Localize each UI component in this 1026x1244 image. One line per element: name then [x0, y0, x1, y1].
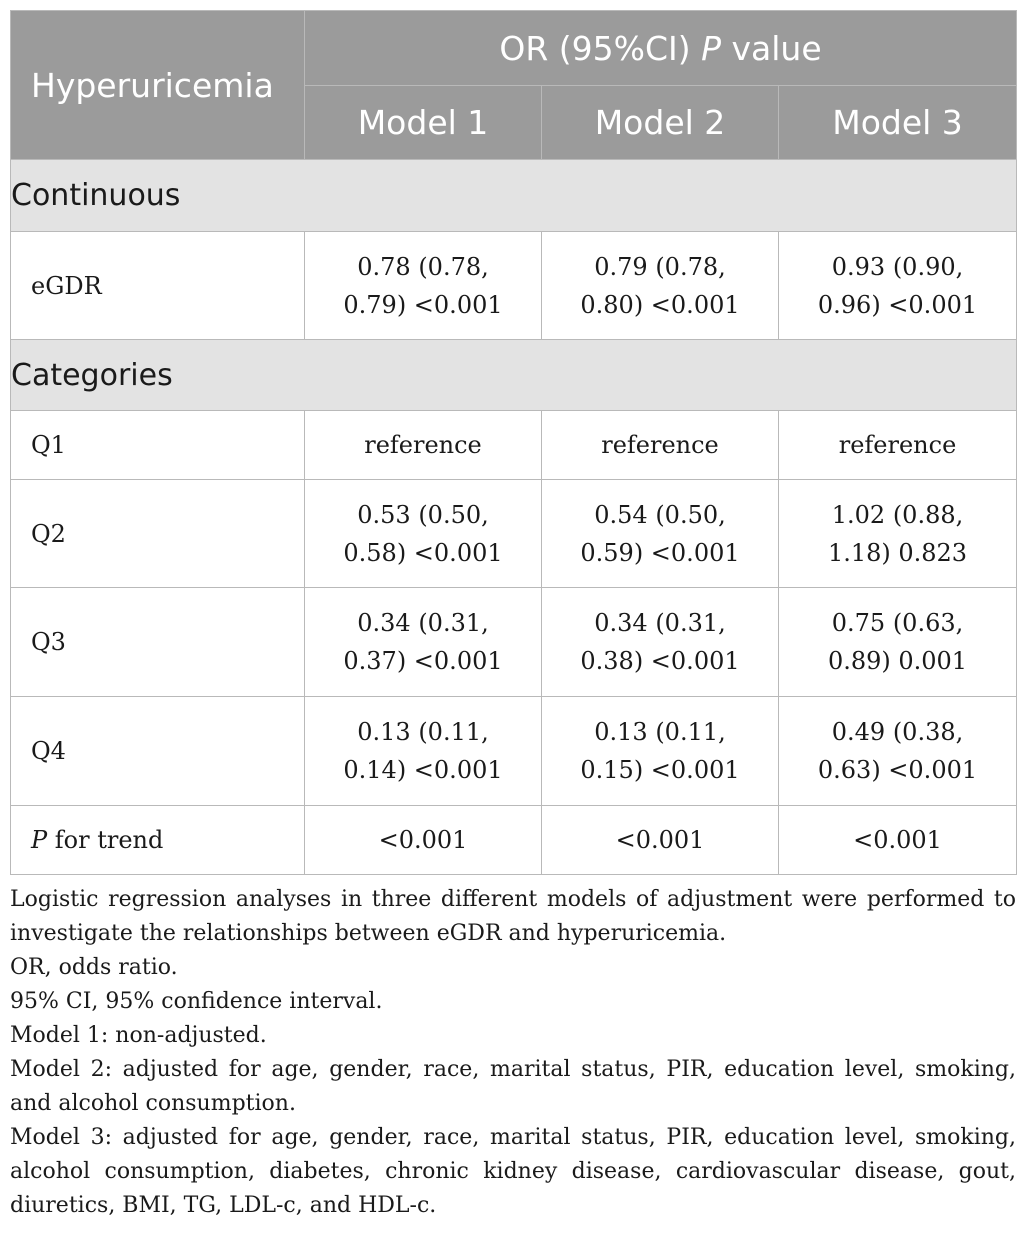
table-footnotes: [10, 883, 1016, 1223]
cell-line: 0.79) <0.001: [343, 290, 503, 319]
cell-line: 0.38) <0.001: [580, 647, 740, 675]
cell-q1-model-1: reference: [305, 411, 542, 480]
row-label-q3: Q3: [11, 588, 305, 697]
table-row-q1: [11, 411, 1017, 480]
cell-line: 1.18) 0.823: [827, 538, 968, 567]
cell-line: 0.34 (0.31,: [594, 609, 726, 637]
cell-q3-model-2: [542, 588, 779, 697]
footnote-ci: 95% CI, 95% confidence interval.: [10, 989, 383, 1014]
table-row-q3: [11, 588, 1017, 697]
cell-q4-model-3: [779, 697, 1017, 806]
cell-line: 0.96) <0.001: [817, 290, 978, 319]
cell-line: 0.89) 0.001: [827, 647, 968, 675]
row-label-q1: Q1: [11, 411, 305, 480]
cell-line: 0.63) <0.001: [817, 756, 978, 784]
cell-q3-model-1: [305, 588, 542, 697]
cell-line: 0.37) <0.001: [343, 647, 503, 675]
cell-q1-model-2: reference: [542, 411, 779, 480]
cell-line: 0.15) <0.001: [580, 756, 740, 784]
for-trend-text: for trend: [47, 826, 164, 854]
table-row-p-for-trend: [11, 806, 1017, 875]
row-label-p-for-trend: [11, 806, 305, 875]
footnote-model-3: Model 3: adjusted for age, gender, race, marital status, PIR, education level, smoking, alcohol consumption, diabetes, chronic kidney disease, cardiovascular disease, gout, diuretics, BMI, TG, LDL-c, and HDL-c.: [10, 1125, 1016, 1218]
footnote-or: OR, odds ratio.: [10, 955, 178, 980]
header-hyperuricemia: Hyperuricemia: [11, 11, 305, 160]
cell-q4-model-2: [542, 697, 779, 806]
cell-line: 0.34 (0.31,: [357, 609, 489, 637]
section-title-continuous: Continuous: [11, 160, 1017, 232]
section-row-categories: [11, 340, 1017, 411]
section-row-continuous: [11, 160, 1017, 232]
cell-q3-model-3: [779, 588, 1017, 697]
cell-egdr-model-1: [305, 232, 542, 340]
cell-trend-model-1: <0.001: [305, 806, 542, 875]
cell-q2-model-2: [542, 480, 779, 588]
header-or-ci-p-value: [305, 11, 1017, 86]
row-label-egdr: eGDR: [11, 232, 305, 340]
cell-line: 0.54 (0.50,: [594, 500, 726, 529]
cell-egdr-model-3: [779, 232, 1017, 340]
table-figure: [10, 10, 1016, 1223]
cell-trend-model-3: <0.001: [779, 806, 1017, 875]
header-model-1: Model 1: [305, 86, 542, 160]
footnote-model-1: Model 1: non-adjusted.: [10, 1023, 267, 1048]
cell-line: 0.93 (0.90,: [831, 252, 964, 281]
row-label-q4: Q4: [11, 697, 305, 806]
cell-line: 0.49 (0.38,: [831, 718, 964, 746]
cell-line: 0.53 (0.50,: [357, 500, 489, 529]
cell-egdr-model-2: [542, 232, 779, 340]
regression-table: [10, 10, 1017, 875]
row-label-q2: Q2: [11, 480, 305, 588]
table-row-egdr: [11, 232, 1017, 340]
cell-trend-model-2: <0.001: [542, 806, 779, 875]
section-title-categories: Categories: [11, 340, 1017, 411]
footnote-description: Logistic regression analyses in three different models of adjustment were performed to investigate the relationships between eGDR and hyperuricemia.: [10, 887, 1016, 946]
cell-q1-model-3: reference: [779, 411, 1017, 480]
cell-line: 0.13 (0.11,: [594, 718, 726, 746]
cell-q2-model-1: [305, 480, 542, 588]
header-or-ci-text: OR (95%CI): [499, 28, 702, 68]
cell-line: 0.79 (0.78,: [594, 252, 726, 281]
cell-q4-model-1: [305, 697, 542, 806]
cell-line: 0.58) <0.001: [343, 538, 503, 567]
header-model-3: Model 3: [779, 86, 1017, 160]
table-row-q2: [11, 480, 1017, 588]
header-model-2: Model 2: [542, 86, 779, 160]
p-italic: P: [31, 826, 48, 854]
header-p-italic: P: [701, 28, 722, 68]
cell-line: 0.78 (0.78,: [357, 252, 489, 281]
cell-line: 0.75 (0.63,: [831, 609, 964, 637]
table-row-q4: [11, 697, 1017, 806]
footnote-model-2: Model 2: adjusted for age, gender, race, marital status, PIR, education level, smoking, and alcohol consumption.: [10, 1057, 1016, 1116]
cell-line: 0.13 (0.11,: [357, 718, 489, 746]
cell-q2-model-3: [779, 480, 1017, 588]
header-value-text: value: [721, 28, 822, 68]
cell-line: 0.59) <0.001: [580, 538, 740, 567]
cell-line: 0.14) <0.001: [343, 756, 503, 784]
cell-line: 0.80) <0.001: [580, 290, 740, 319]
cell-line: 1.02 (0.88,: [831, 500, 964, 529]
